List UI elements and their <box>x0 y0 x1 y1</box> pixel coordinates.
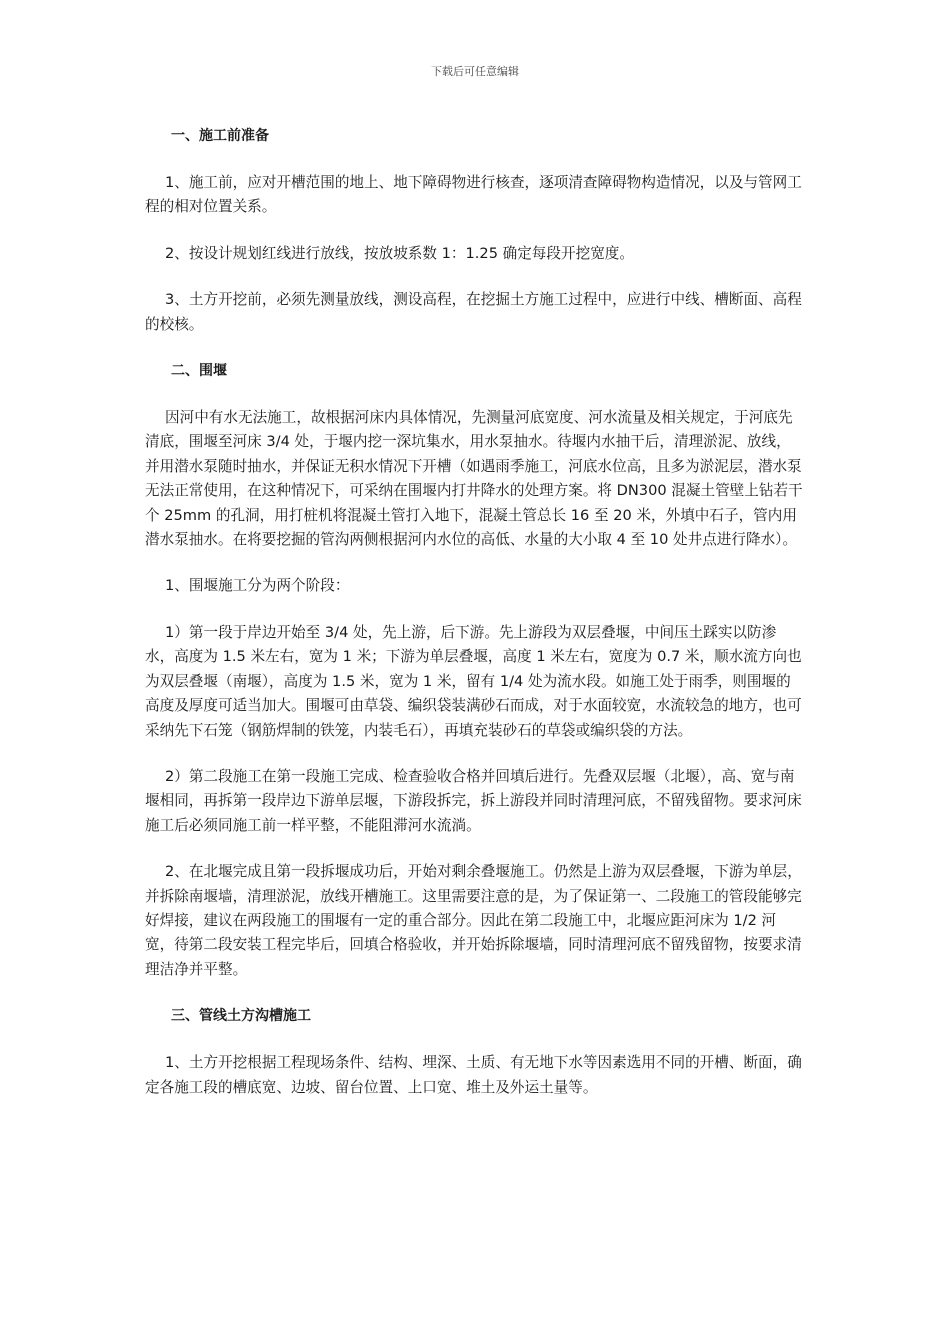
paragraph: 2、在北堰完成且第一段拆堰成功后，开始对剩余叠堰施工。仍然是上游为双层叠堰，下游为单层，并拆除南堰墙，清理淤泥，放线开槽施工。这里需要注意的是，为了保证第一、二段施工的管段能够完好焊接，建议在两段施工的围堰有一定的重合部分。因此在第二段施工中，北堰应距河床为 1/2 河宽，待第二段安装工程完毕后，回填合格验收，并开始拆除堰墙，同时清理河底不留残留物，按要求清理洁净并平整。 <box>145 863 802 978</box>
paragraph: 1、土方开挖根据工程现场条件、结构、埋深、土质、有无地下水等因素选用不同的开槽、断面，确定各施工段的槽底宽、边坡、留台位置、上口宽、堆土及外运土量等。 <box>145 1054 802 1096</box>
paragraph: 3、土方开挖前，必须先测量放线，测设高程，在挖掘土方施工过程中，应进行中线、槽断面、高程的校核。 <box>145 291 802 333</box>
section-heading: 三、管线土方沟槽施工 <box>171 1008 311 1025</box>
paragraph: 2）第二段施工在第一段施工完成、检查验收合格并回填后进行。先叠双层堰（北堰），高、宽与南堰相同，再拆第一段岸边下游单层堰，下游段拆完，拆上游段并同时清理河底，不留残留物。要求河床施工后必须同施工前一样平整，不能阻滞河水流淌。 <box>145 767 802 834</box>
paragraph: 2、按设计规划红线进行放线，按放坡系数 1：1.25 确定每段开挖宽度。 <box>165 244 634 262</box>
document-body <box>145 124 805 1122</box>
paragraph: 因河中有水无法施工，故根据河床内具体情况，先测量河底宽度、河水流量及相关规定，于河底先清底，围堰至河床 3/4 处，于堰内挖一深坑集水，用水泵抽水。待堰内水抽干后，清理淤泥、放线，并用潜水泵随时抽水，并保证无积水情况下开槽（如遇雨季施工，河底水位高，且多为淤泥层，潜水泵无法正常使用，在这种情况下，可采纳在围堰内打井降水的处理方案。将 DN300 混凝土管壁上钻若干个 25mm 的孔洞，用打桩机将混凝土管打入地下，混凝土管总长 16 至 20 米，外填中石子，管内用潜水泵抽水。在将要挖掘的管沟两侧根据河内水位的高低、水量的大小取 4 至 10 处井点进行降水）。 <box>145 409 803 549</box>
paragraph: 1、施工前，应对开槽范围的地上、地下障碍物进行核查，逐项清查障碍物构造情况，以及与管网工程的相对位置关系。 <box>145 174 802 216</box>
paragraph: 1、围堰施工分为两个阶段： <box>165 577 350 595</box>
page-header: 下载后可任意编辑 <box>431 65 519 78</box>
section-heading: 二、围堰 <box>171 363 227 380</box>
paragraph: 1）第一段于岸边开始至 3/4 处，先上游，后下游。先上游段为双层叠堰，中间压土踩实以防渗水，高度为 1.5 米左右，宽为 1 米；下游为单层叠堰，高度 1 米左右，宽度为 0.7 米，顺水流方向也为双层叠堰（南堰），高度为 1.5 米，宽为 1 米，留有 1/4 处为流水段。如施工处于雨季，则围堰的高度及厚度可适当加大。围堰可由草袋、编织袋装满砂石而成，对于水面较宽，水流较急的地方，也可采纳先下石笼（钢筋焊制的铁笼，内装毛石），再填充装砂石的草袋或编织袋的方法。 <box>145 623 802 739</box>
section-heading: 一、施工前准备 <box>171 128 269 144</box>
